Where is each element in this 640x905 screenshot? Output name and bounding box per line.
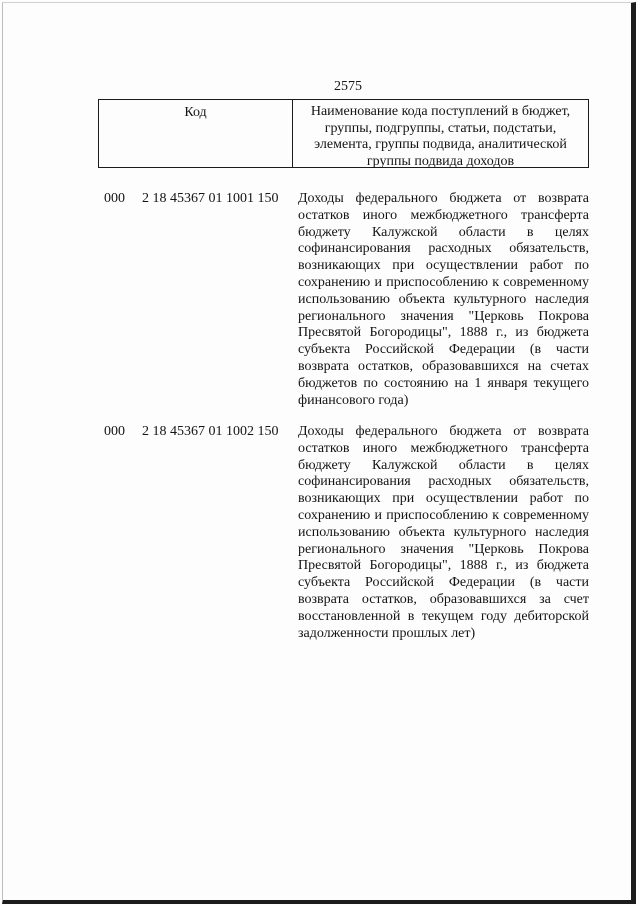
row-description: Доходы федерального бюджета от возврата остатков иного межбюджетного трансферта бюджету Калужской области в целях софинансирования расходных обязательств, возникающих при осуществлении работ по сохранению и приспособлению к современному использованию объекта культурного наследия регионального значения "Церковь Покрова Пресвятой Богородицы", 1888 г., из бюджета субъекта Российской Федерации (в части возврата остатков, образовавшихся за счет восстановленной в текущем году дебиторской задолженности прошлых лет) bbox=[298, 424, 589, 641]
header-table bbox=[98, 99, 589, 168]
table-row bbox=[104, 424, 590, 642]
header-code-label: Код bbox=[99, 100, 293, 167]
row-code: 2 18 45367 01 1002 150 bbox=[142, 424, 279, 439]
table-row bbox=[104, 191, 590, 409]
row-code: 2 18 45367 01 1001 150 bbox=[142, 191, 279, 206]
row-description: Доходы федерального бюджета от возврата остатков иного межбюджетного трансферта бюджету Калужской области в целях софинансирования расходных обязательств, возникающих при осуществлении работ по сохранению и приспособлению к современному использованию объекта культурного наследия регионального значения "Церковь Покрова Пресвятой Богородицы", 1888 г., из бюджета субъекта Российской Федерации (в части возврата остатков, образовавшихся на счетах бюджетов по состоянию на 1 января текущего финансового года) bbox=[298, 191, 589, 408]
row-prefix: 000 bbox=[104, 424, 125, 439]
row-prefix: 000 bbox=[104, 191, 125, 206]
header-name-label: Наименование кода поступлений в бюджет, группы, подгруппы, статьи, подстатьи, элемента, группы подвида, аналитической группы подвида доходов bbox=[310, 104, 571, 169]
page-number: 2575 bbox=[334, 79, 362, 94]
